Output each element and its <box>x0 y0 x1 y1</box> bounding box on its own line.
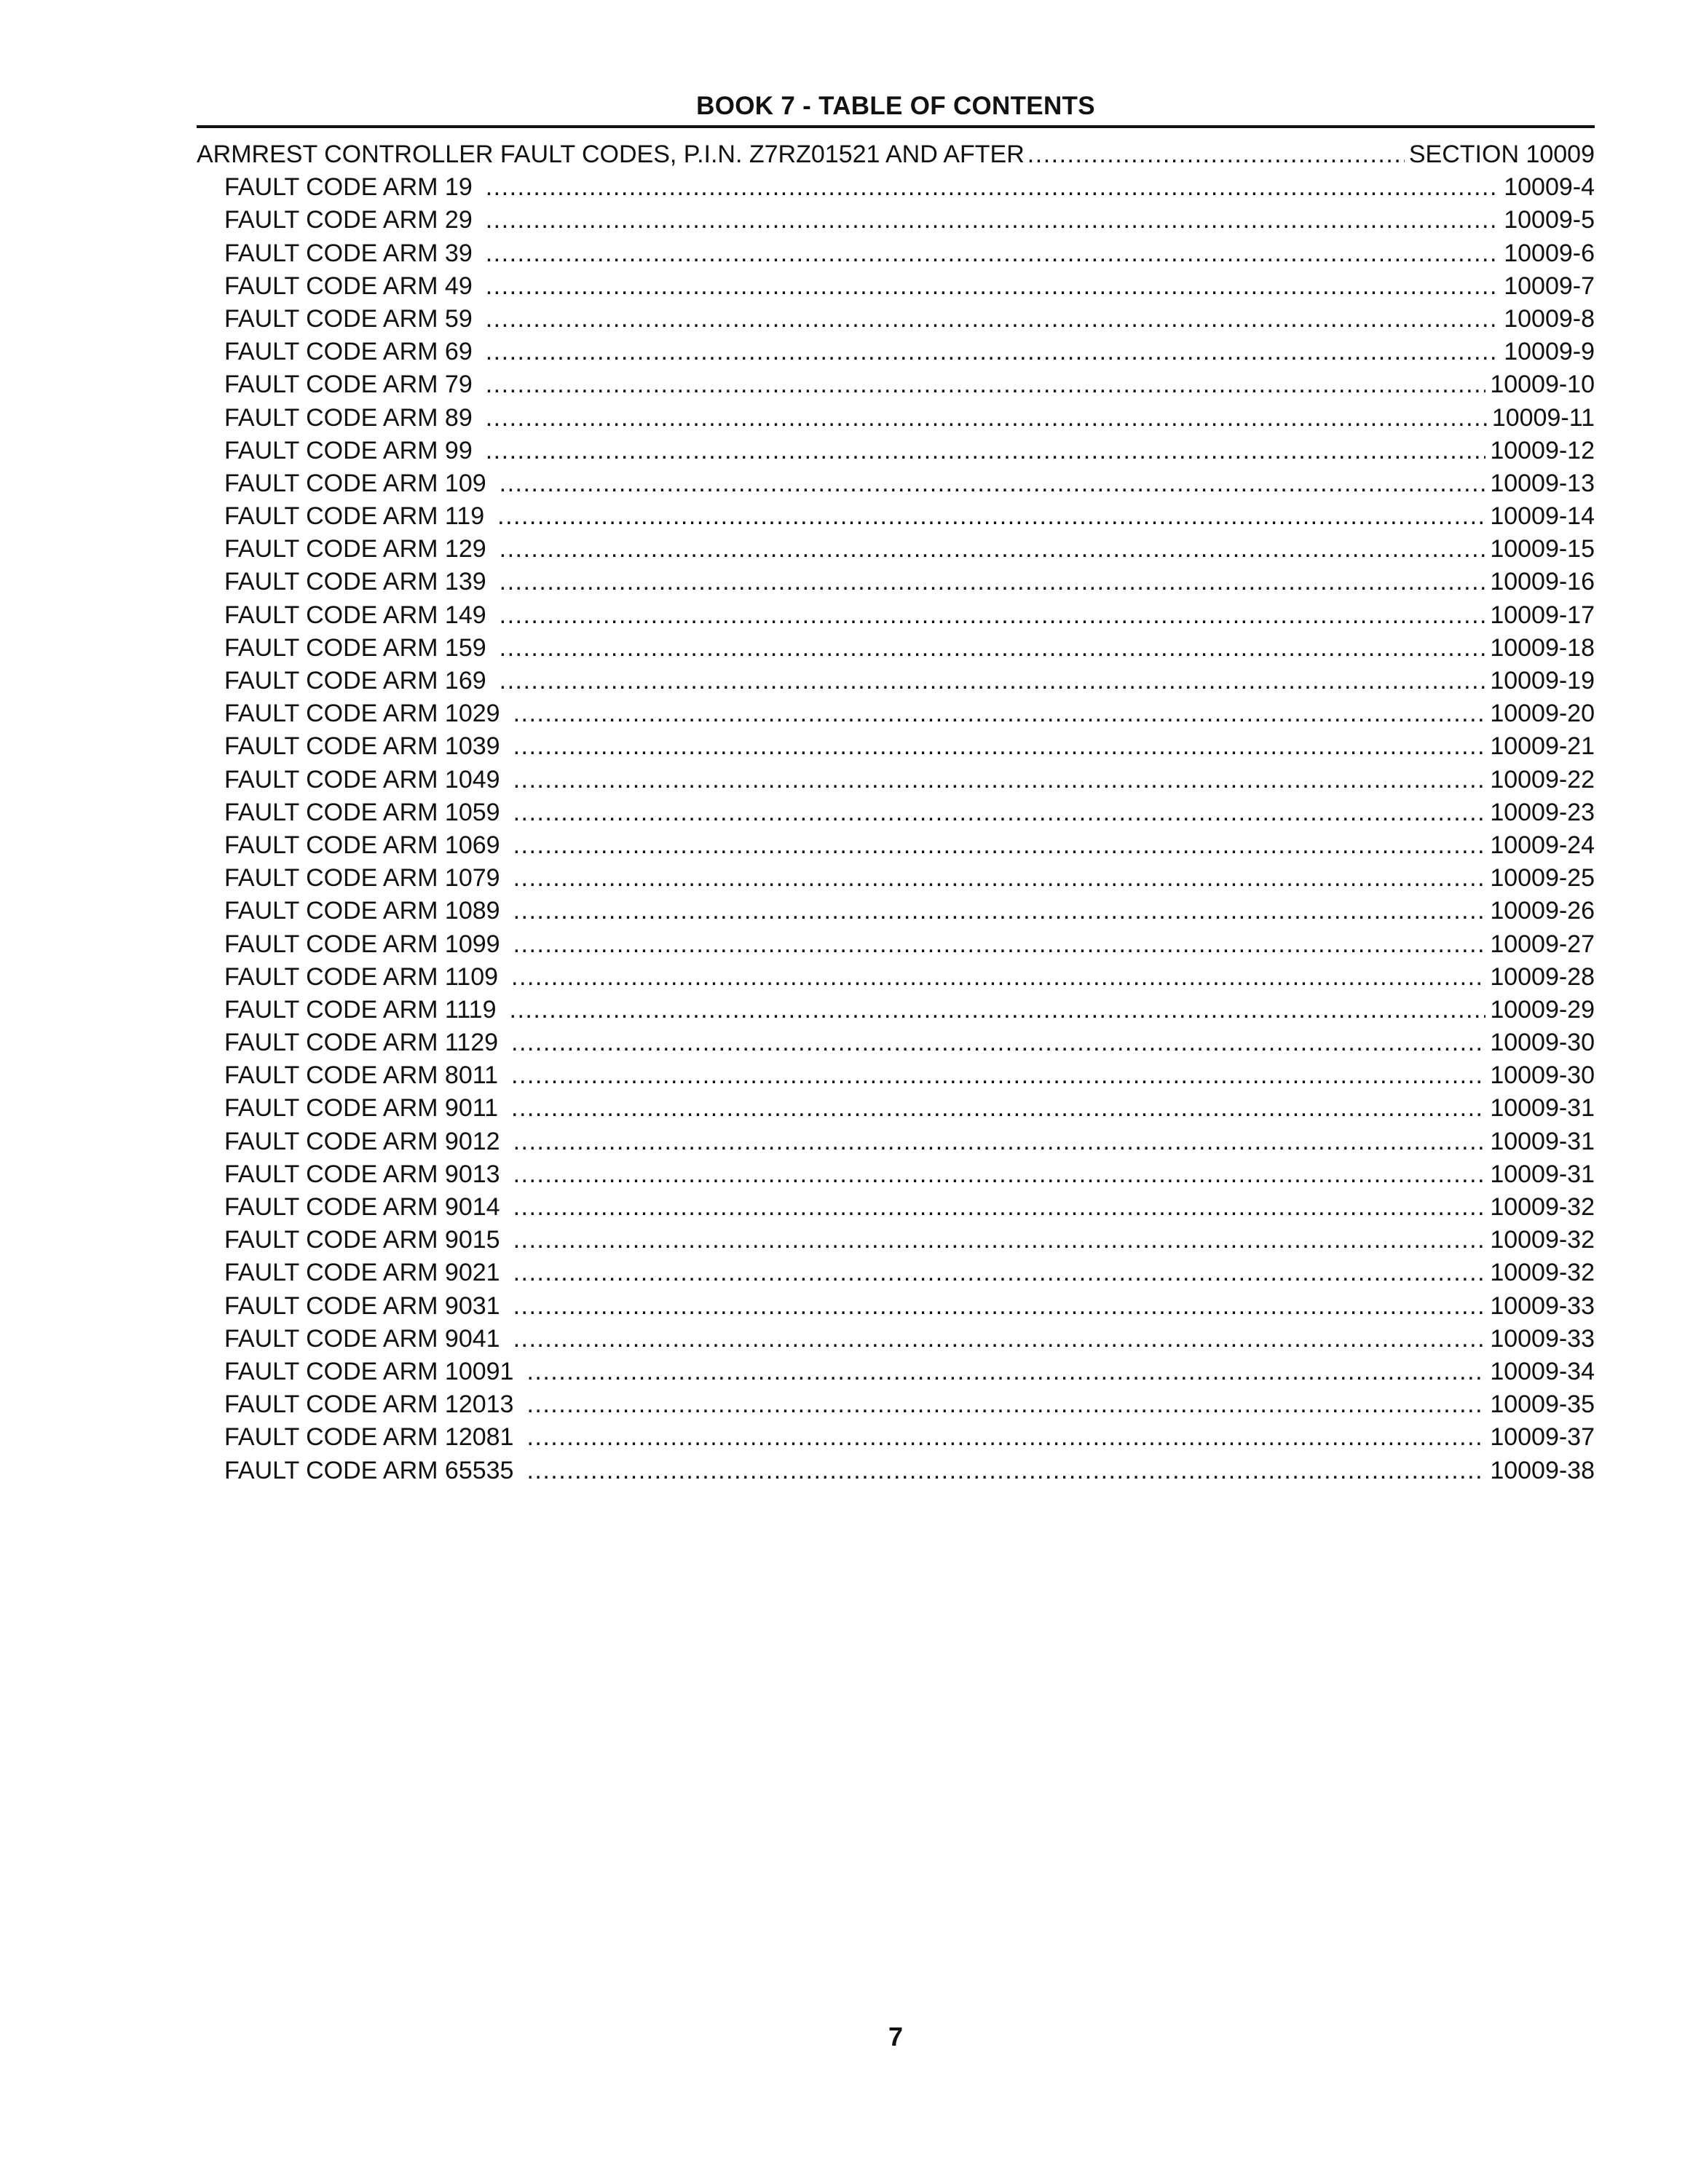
toc-entry-label: FAULT CODE ARM 1079 <box>224 864 500 893</box>
toc-entry-row[interactable] <box>197 1158 1595 1191</box>
toc-entry-label: FAULT CODE ARM 49 <box>224 272 473 300</box>
toc-entry-row[interactable] <box>197 237 1595 270</box>
toc-leader-dots <box>497 500 1485 533</box>
toc-section-page: SECTION 10009 <box>1408 141 1595 168</box>
toc-entry-label: FAULT CODE ARM 119 <box>224 502 485 531</box>
toc-entry-row[interactable] <box>197 1388 1595 1421</box>
toc-entry-page: 10009-33 <box>1490 1291 1595 1320</box>
toc-entry-page: 10009-21 <box>1490 732 1595 761</box>
toc-entry-row[interactable] <box>197 435 1595 467</box>
toc-leader-dots <box>513 1125 1486 1158</box>
toc-entry-page: 10009-30 <box>1490 1061 1595 1090</box>
toc-entry-page: 10009-4 <box>1504 173 1595 202</box>
toc-leader-dots <box>500 599 1486 632</box>
toc-entry-row[interactable] <box>197 1257 1595 1289</box>
toc-leader-dots <box>513 1158 1486 1191</box>
toc-entry-page: 10009-7 <box>1504 272 1595 300</box>
toc-entry-row[interactable] <box>197 566 1595 598</box>
toc-leader-dots <box>486 204 1499 237</box>
toc-entry-row[interactable] <box>197 1356 1595 1388</box>
toc-leader-dots <box>513 1323 1486 1356</box>
toc-entry-label: FAULT CODE ARM 1029 <box>224 700 500 728</box>
toc-leader-dots <box>526 1455 1485 1487</box>
toc-entry-row[interactable] <box>197 1092 1595 1125</box>
toc-entry-label: FAULT CODE ARM 9012 <box>224 1127 500 1155</box>
toc-leader-dots <box>486 435 1486 467</box>
toc-leader-dots <box>510 994 1486 1026</box>
toc-entry-label: FAULT CODE ARM 149 <box>224 601 486 629</box>
toc-leader-dots <box>513 829 1486 862</box>
toc-entry-page: 10009-20 <box>1490 700 1595 728</box>
toc-entry-page: 10009-34 <box>1490 1357 1595 1385</box>
toc-leader-dots <box>500 467 1486 500</box>
toc-entry-row[interactable] <box>197 994 1595 1026</box>
toc-entry-page: 10009-10 <box>1490 371 1595 399</box>
toc-leader-dots <box>513 928 1486 961</box>
toc-leader-dots <box>486 336 1499 368</box>
toc-entry-label: FAULT CODE ARM 65535 <box>224 1456 514 1484</box>
toc-entry-row[interactable] <box>197 961 1595 994</box>
toc-entry-row[interactable] <box>197 1191 1595 1224</box>
toc-entry-page: 10009-38 <box>1490 1456 1595 1484</box>
toc-entry-label: FAULT CODE ARM 129 <box>224 535 486 563</box>
toc-entry-label: FAULT CODE ARM 9013 <box>224 1160 500 1188</box>
toc-entry-label: FAULT CODE ARM 9014 <box>224 1193 500 1221</box>
toc-entry-page: 10009-32 <box>1490 1259 1595 1287</box>
toc-leader-dots <box>513 1224 1486 1257</box>
toc-entry-page: 10009-16 <box>1490 568 1595 596</box>
toc-entry-page: 10009-23 <box>1490 798 1595 826</box>
toc-leader-dots <box>526 1356 1485 1388</box>
toc-entry-row[interactable] <box>197 764 1595 796</box>
toc-entry-label: FAULT CODE ARM 169 <box>224 667 486 695</box>
toc-entry-label: FAULT CODE ARM 99 <box>224 436 473 464</box>
toc-leader-dots <box>513 697 1486 730</box>
toc-entry-page: 10009-28 <box>1490 962 1595 991</box>
toc-entry-page: 10009-15 <box>1490 535 1595 563</box>
toc-entry-row[interactable] <box>197 862 1595 895</box>
toc-entry-label: FAULT CODE ARM 1049 <box>224 765 500 794</box>
toc-entry-page: 10009-33 <box>1490 1324 1595 1353</box>
toc-entry-page: 10009-37 <box>1490 1423 1595 1452</box>
toc-entry-page: 10009-13 <box>1490 469 1595 497</box>
toc-entry-page: 10009-11 <box>1491 403 1595 432</box>
toc-entry-row[interactable] <box>197 336 1595 368</box>
toc-leader-dots <box>511 1059 1485 1092</box>
toc-entry-page: 10009-25 <box>1490 864 1595 893</box>
toc-entry-page: 10009-19 <box>1490 667 1595 695</box>
toc-section-row[interactable] <box>197 138 1595 171</box>
toc-leader-dots <box>511 1092 1485 1125</box>
toc-entry-page: 10009-22 <box>1490 765 1595 794</box>
toc-entry-page: 10009-31 <box>1490 1127 1595 1155</box>
toc-entry-row[interactable] <box>197 270 1595 303</box>
toc-entry-label: FAULT CODE ARM 1059 <box>224 798 500 826</box>
toc-entry-label: FAULT CODE ARM 69 <box>224 338 473 366</box>
page-title: BOOK 7 - TABLE OF CONTENTS <box>696 92 1095 120</box>
toc-entry-page: 10009-5 <box>1504 206 1595 234</box>
toc-leader-dots <box>486 237 1499 270</box>
toc-entry-page: 10009-24 <box>1490 831 1595 859</box>
toc-entry-row[interactable] <box>197 829 1595 862</box>
toc-entry-row[interactable] <box>197 697 1595 730</box>
toc-entry-label: FAULT CODE ARM 1129 <box>224 1029 499 1057</box>
toc-leader-dots <box>526 1388 1485 1421</box>
toc-entry-page: 10009-8 <box>1504 304 1595 333</box>
toc-entry-page: 10009-6 <box>1504 239 1595 267</box>
toc-entry-label: FAULT CODE ARM 12013 <box>224 1390 514 1419</box>
toc-entry-row[interactable] <box>197 1455 1595 1487</box>
toc-leader-dots <box>1027 138 1405 171</box>
toc-entry-row[interactable] <box>197 1290 1595 1323</box>
toc-leader-dots <box>513 1257 1486 1289</box>
toc-entry-page: 10009-35 <box>1490 1390 1595 1419</box>
toc-entry-label: FAULT CODE ARM 10091 <box>224 1357 514 1385</box>
toc-entry-page: 10009-14 <box>1490 502 1595 531</box>
toc-leader-dots <box>513 796 1486 829</box>
toc-entry-row[interactable] <box>197 730 1595 763</box>
toc-leader-dots <box>513 1191 1486 1224</box>
toc-leader-dots <box>486 402 1488 435</box>
toc-entry-page: 10009-9 <box>1504 338 1595 366</box>
toc-entry-label: FAULT CODE ARM 139 <box>224 568 486 596</box>
toc-entry-row[interactable] <box>197 1125 1595 1158</box>
toc-entry-label: FAULT CODE ARM 1099 <box>224 930 500 958</box>
toc-leader-dots <box>486 270 1499 303</box>
toc-entry-page: 10009-29 <box>1490 995 1595 1024</box>
toc-entry-row[interactable] <box>197 368 1595 401</box>
toc-entry-page: 10009-32 <box>1490 1193 1595 1221</box>
toc-entry-row[interactable] <box>197 928 1595 961</box>
toc-entry-label: FAULT CODE ARM 59 <box>224 304 473 333</box>
toc-entry-page: 10009-18 <box>1490 633 1595 662</box>
toc-entry-row[interactable] <box>197 533 1595 566</box>
toc-entry-row[interactable] <box>197 796 1595 829</box>
toc-entry-label: FAULT CODE ARM 8011 <box>224 1061 499 1090</box>
toc-entry-label: FAULT CODE ARM 89 <box>224 403 473 432</box>
toc-entry-row[interactable] <box>197 1323 1595 1356</box>
toc-entry-page: 10009-27 <box>1490 930 1595 958</box>
table-of-contents <box>197 138 1595 1487</box>
toc-entry-page: 10009-12 <box>1490 436 1595 464</box>
toc-entry-row[interactable] <box>197 665 1595 697</box>
title-divider <box>197 125 1595 128</box>
toc-leader-dots <box>486 368 1486 401</box>
toc-entry-row[interactable] <box>197 171 1595 204</box>
toc-entry-row[interactable] <box>197 1224 1595 1257</box>
toc-entry-label: FAULT CODE ARM 29 <box>224 206 473 234</box>
toc-entry-page: 10009-31 <box>1490 1094 1595 1123</box>
toc-entry-label: FAULT CODE ARM 1069 <box>224 831 500 859</box>
toc-leader-dots <box>513 1290 1486 1323</box>
toc-entry-row[interactable] <box>197 303 1595 336</box>
toc-entry-row[interactable] <box>197 632 1595 665</box>
toc-leader-dots <box>513 895 1486 927</box>
toc-leader-dots <box>500 566 1486 598</box>
toc-leader-dots <box>511 1026 1485 1059</box>
toc-entry-row[interactable] <box>197 1059 1595 1092</box>
toc-entry-label: FAULT CODE ARM 1089 <box>224 897 500 925</box>
toc-leader-dots <box>513 862 1486 895</box>
toc-entry-row[interactable] <box>197 467 1595 500</box>
toc-leader-dots <box>500 632 1486 665</box>
toc-entry-label: FAULT CODE ARM 39 <box>224 239 473 267</box>
page-number: 7 <box>888 2022 904 2052</box>
toc-entry-label: FAULT CODE ARM 9041 <box>224 1324 500 1353</box>
toc-entry-label: FAULT CODE ARM 1109 <box>224 962 499 991</box>
toc-entry-row[interactable] <box>197 1421 1595 1454</box>
toc-section-label: ARMREST CONTROLLER FAULT CODES, P.I.N. Z7RZ01521 AND AFTER <box>197 141 1025 168</box>
toc-entry-label: FAULT CODE ARM 9015 <box>224 1226 500 1254</box>
toc-entry-row[interactable] <box>197 895 1595 927</box>
toc-entry-page: 10009-26 <box>1490 897 1595 925</box>
toc-entry-row[interactable] <box>197 500 1595 533</box>
toc-entry-page: 10009-31 <box>1490 1160 1595 1188</box>
toc-entry-label: FAULT CODE ARM 79 <box>224 371 473 399</box>
toc-entry-label: FAULT CODE ARM 9021 <box>224 1259 500 1287</box>
toc-entry-row[interactable] <box>197 1026 1595 1059</box>
toc-entry-page: 10009-17 <box>1490 601 1595 629</box>
toc-leader-dots <box>486 171 1499 204</box>
toc-leader-dots <box>526 1421 1485 1454</box>
toc-leader-dots <box>486 303 1499 336</box>
toc-leader-dots <box>513 764 1486 796</box>
toc-entry-label: FAULT CODE ARM 159 <box>224 633 486 662</box>
toc-entry-label: FAULT CODE ARM 12081 <box>224 1423 514 1452</box>
toc-entry-page: 10009-30 <box>1490 1029 1595 1057</box>
toc-entry-row[interactable] <box>197 204 1595 237</box>
toc-entry-page: 10009-32 <box>1490 1226 1595 1254</box>
toc-entry-label: FAULT CODE ARM 1039 <box>224 732 500 761</box>
toc-entry-row[interactable] <box>197 402 1595 435</box>
toc-entry-label: FAULT CODE ARM 9011 <box>224 1094 499 1123</box>
toc-entry-label: FAULT CODE ARM 9031 <box>224 1291 500 1320</box>
toc-entry-label: FAULT CODE ARM 1119 <box>224 995 497 1024</box>
toc-leader-dots <box>513 730 1486 763</box>
toc-leader-dots <box>511 961 1485 994</box>
toc-leader-dots <box>500 665 1486 697</box>
toc-leader-dots <box>500 533 1486 566</box>
toc-entry-label: FAULT CODE ARM 19 <box>224 173 473 202</box>
toc-entry-label: FAULT CODE ARM 109 <box>224 469 486 497</box>
toc-entry-row[interactable] <box>197 599 1595 632</box>
